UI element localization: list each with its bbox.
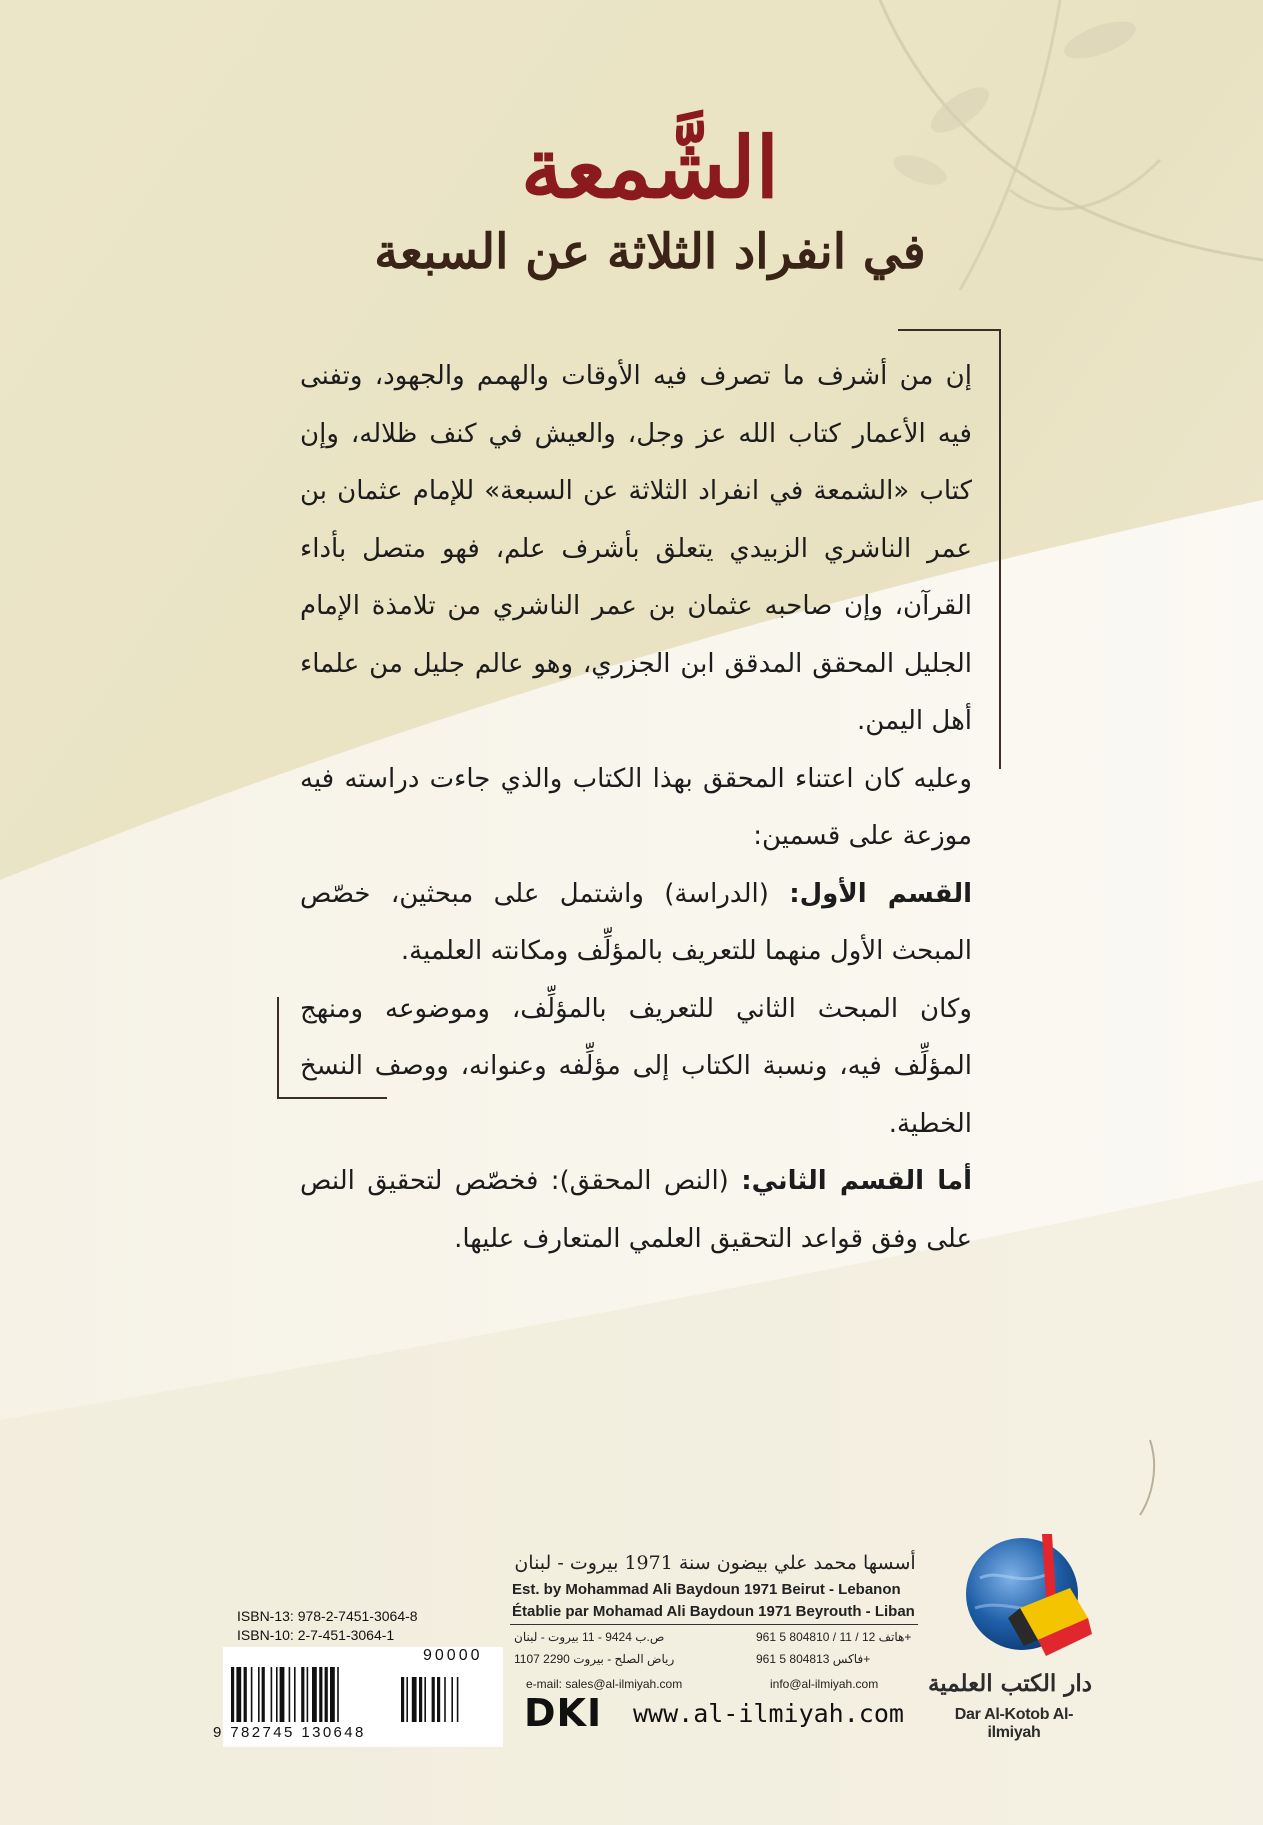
- book-subtitle: في انفراد الثلاثة عن السبعة: [374, 224, 926, 280]
- isbn-10: ISBN-10: 2-7-451-3064-1: [237, 1627, 395, 1643]
- section-1-label: القسم الأول:: [789, 878, 972, 909]
- publisher-name-ar: دار الكتب العلمية: [927, 1670, 1093, 1697]
- publisher-email-info: info@al-ilmiyah.com: [770, 1677, 879, 1691]
- blurb-paragraph-2: وعليه كان اعتناء المحقق بهذا الكتاب والذي جاءت دراسته فيه موزعة على قسمين:: [300, 763, 972, 851]
- publisher-fax: فاكس 804813 5 961+: [756, 1652, 871, 1666]
- frame-line-right: [999, 329, 1001, 769]
- blurb-section-1-more: وكان المبحث الثاني للتعريف بالمؤلِّف، وموضوعه ومنهج المؤلِّف فيه، ونسبة الكتاب إلى مؤلِّفه وعنوانه، ووصف النسخ الخطية.: [300, 993, 972, 1139]
- publisher-email-sales: e-mail: sales@al-ilmiyah.com: [526, 1677, 683, 1691]
- blurb: [300, 348, 972, 1268]
- barcode-digits: 9 782745 130648: [213, 1724, 366, 1741]
- book-title: الشَّمعة: [521, 118, 779, 217]
- blurb-section-1: [300, 866, 972, 981]
- publisher-website: www.al-ilmiyah.com: [633, 1699, 904, 1728]
- publisher-divider: [510, 1624, 918, 1625]
- section-1-text: (الدراسة) واشتمل على مبحثين، خصّص المبحث الأول منهما للتعريف بالمؤلِّف ومكانته العلمية.: [300, 878, 972, 966]
- publisher-name-en: Dar Al-Kotob Al-ilmiyah: [954, 1706, 1074, 1741]
- blurb-paragraph-1: إن من أشرف ما تصرف فيه الأوقات والهمم والجهود، وتفنى فيه الأعمار كتاب الله عز وجل، والعيش في كنف ظلاله، وإن كتاب «الشمعة في انفراد الثلاثة عن السبعة» للإمام عثمان بن عمر الناشري الزبيدي يتعلق بأشرف علم، فهو متصل بأداء القرآن، وإن صاحبه عثمان بن عمر الناشري من تلامذة الإمام الجليل المحقق المدقق ابن الجزري، وهو عالم جليل من علماء أهل اليمن.: [300, 361, 972, 736]
- price-code: 90000: [423, 1647, 483, 1664]
- publisher-founded-ar: أسسها محمد علي بيضون سنة 1971 بيروت - لبنان: [514, 1552, 916, 1574]
- dki-logo-text: DKI: [524, 1691, 603, 1735]
- globe-logo-icon: [960, 1528, 1100, 1668]
- publisher-address: رياض الصلح - بيروت 2290 1107: [514, 1652, 675, 1666]
- section-2-label: أما القسم الثاني:: [741, 1166, 973, 1196]
- frame-line-top: [898, 329, 1001, 331]
- publisher-pobox: ص.ب 9424 - 11 بيروت - لبنان: [514, 1630, 665, 1644]
- section-2-text: (النص المحقق): فخصّص لتحقيق النص على وفق قواعد التحقيق العلمي المتعارف عليها.: [300, 1166, 972, 1254]
- frame-line-left: [277, 997, 279, 1099]
- isbn-13: ISBN-13: 978-2-7451-3064-8: [237, 1608, 418, 1624]
- publisher-est-fr: Établie par Mohamad Ali Baydoun 1971 Beyrouth - Liban: [512, 1603, 915, 1620]
- blurb-section-2: [300, 1153, 972, 1268]
- publisher-phone: هاتف 12 / 11 / 804810 5 961+: [756, 1630, 912, 1644]
- publisher-est-en: Est. by Mohammad Ali Baydoun 1971 Beirut - Lebanon: [512, 1581, 901, 1598]
